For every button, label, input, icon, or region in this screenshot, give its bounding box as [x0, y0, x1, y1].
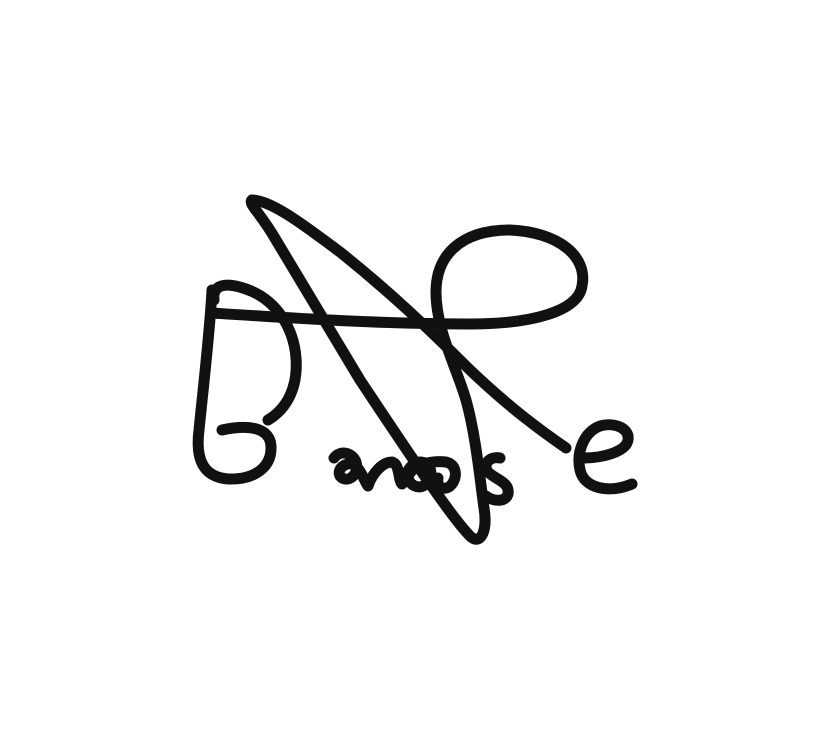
signature-stroke-crossbar-loop [212, 200, 583, 539]
signature-stroke-final-e [579, 425, 632, 489]
signature-stroke-b-upper-loop [214, 285, 296, 420]
